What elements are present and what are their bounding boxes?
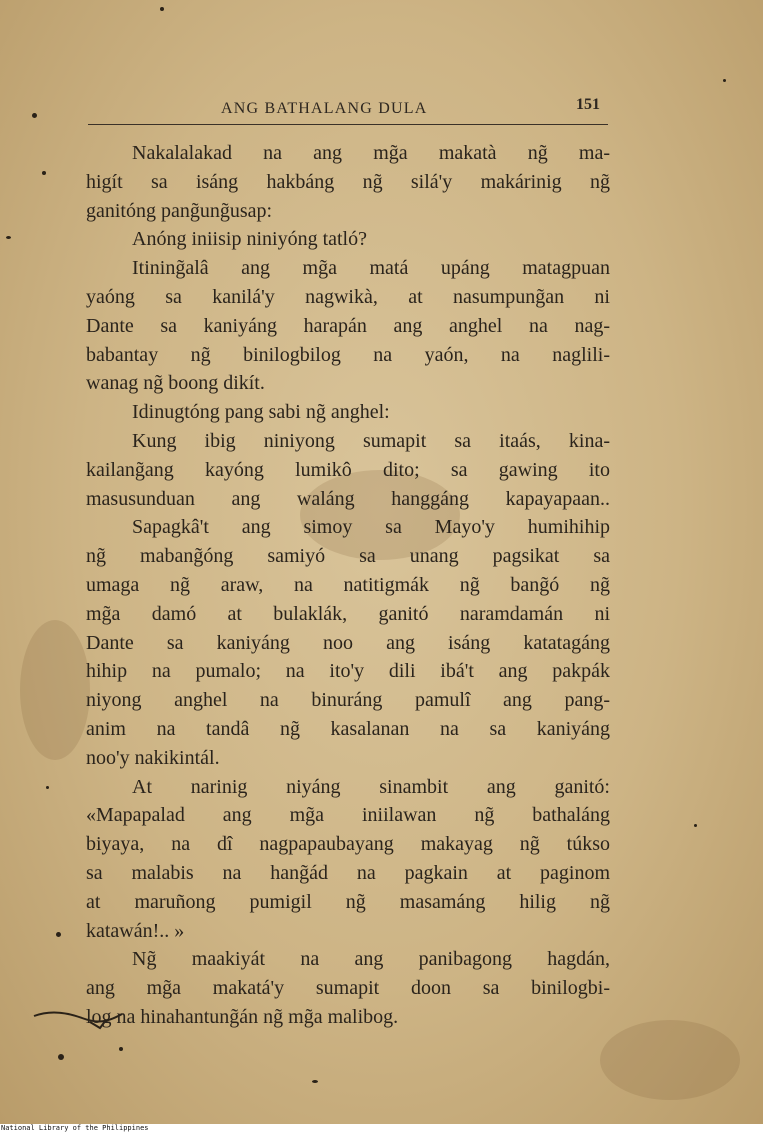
source-note: National Library of the Philippines <box>1 1124 149 1132</box>
ink-speck <box>312 1080 318 1083</box>
text-line: log na hinahantung̃án ng̃ mg̃a malibog. <box>86 1005 399 1028</box>
text-line: higít sa isáng hakbáng ng̃ silá'y makárinig ng̃ <box>86 170 610 193</box>
text-line: Idinugtóng pang sabi ng̃ anghel: <box>132 401 390 424</box>
ink-speck <box>694 824 697 827</box>
text-line: Dante sa kaniyáng noo ang isáng katatagáng <box>86 631 610 654</box>
text-line: At narinig niyáng sinambit ang ganitó: <box>132 775 610 798</box>
text-line: at maruñong pumigil ng̃ masamáng hilig ng̃ <box>86 890 610 913</box>
text-line: Dante sa kaniyáng harapán ang anghel na nag- <box>86 314 610 337</box>
text-line: Itining̃alâ ang mg̃a matá upáng matagpuan <box>132 257 610 280</box>
ink-speck <box>119 1047 123 1051</box>
page-header <box>88 96 608 126</box>
text-line: ang mg̃a makatá'y sumapit doon sa binilogbi- <box>86 977 610 1000</box>
text-line: babantay ng̃ binilogbilog na yaón, na naglili- <box>86 343 610 366</box>
text-line: Ng̃ maakiyát na ang panibagong hagdán, <box>132 948 610 971</box>
text-line: anim na tandâ ng̃ kasalanan na sa kaniyáng <box>86 717 610 740</box>
text-line: Anóng iniisip niniyóng tatló? <box>132 228 367 251</box>
ink-speck <box>46 786 49 789</box>
text-line: noo'y nakikintál. <box>86 746 220 769</box>
text-line: sa malabis na hang̃ád na pagkain at paginom <box>86 861 610 884</box>
ink-speck <box>56 932 61 937</box>
text-line: yaóng sa kanilá'y nagwikà, at nasumpung̃an ni <box>86 285 610 308</box>
text-line: «Mapapalad ang mg̃a iniilawan ng̃ bathaláng <box>86 804 610 827</box>
text-line: katawán!.. » <box>86 919 185 942</box>
running-title: ANG BATHALANG DULA <box>221 100 428 117</box>
body-text <box>86 139 610 1032</box>
text-line: masusunduan ang waláng hanggáng kapayapaan.. <box>86 487 610 510</box>
ink-speck <box>6 236 11 239</box>
text-line: ng̃ mabang̃óng samiyó sa unang pagsikat sa <box>86 545 610 568</box>
ink-speck <box>160 7 164 11</box>
ink-speck <box>723 79 726 82</box>
text-line: umaga ng̃ araw, na natitigmák ng̃ bang̃ó ng̃ <box>86 573 610 596</box>
ink-speck <box>58 1054 64 1060</box>
text-line: biyaya, na dî nagpapaubayang makayag ng̃ túkso <box>86 833 610 856</box>
text-line: mg̃a damó at bulaklák, ganitó naramdamán ni <box>86 602 610 625</box>
text-line: ganitóng pang̃ung̃usap: <box>86 199 273 222</box>
text-line: niyong anghel na binuráng pamulî ang pang- <box>86 689 610 712</box>
text-line: hihip na pumalo; na ito'y dili ibá't ang pakpák <box>86 660 610 683</box>
text-line: Kung ibig niniyong sumapit sa itaás, kina- <box>132 429 610 452</box>
paper-stain <box>600 1020 740 1100</box>
text-line: kailang̃ang kayóng lumikô dito; sa gawing ito <box>86 458 610 481</box>
ink-speck <box>42 171 46 175</box>
header-rule <box>88 124 608 125</box>
paper-stain <box>20 620 90 760</box>
page-number: 151 <box>576 96 600 113</box>
text-line: Sapagkâ't ang simoy sa Mayo'y humihihip <box>132 516 610 539</box>
text-line: Nakalalakad na ang mg̃a makatà ng̃ ma- <box>132 142 610 164</box>
text-line: wanag ng̃ boong dikít. <box>86 372 265 395</box>
ink-speck <box>32 113 37 118</box>
